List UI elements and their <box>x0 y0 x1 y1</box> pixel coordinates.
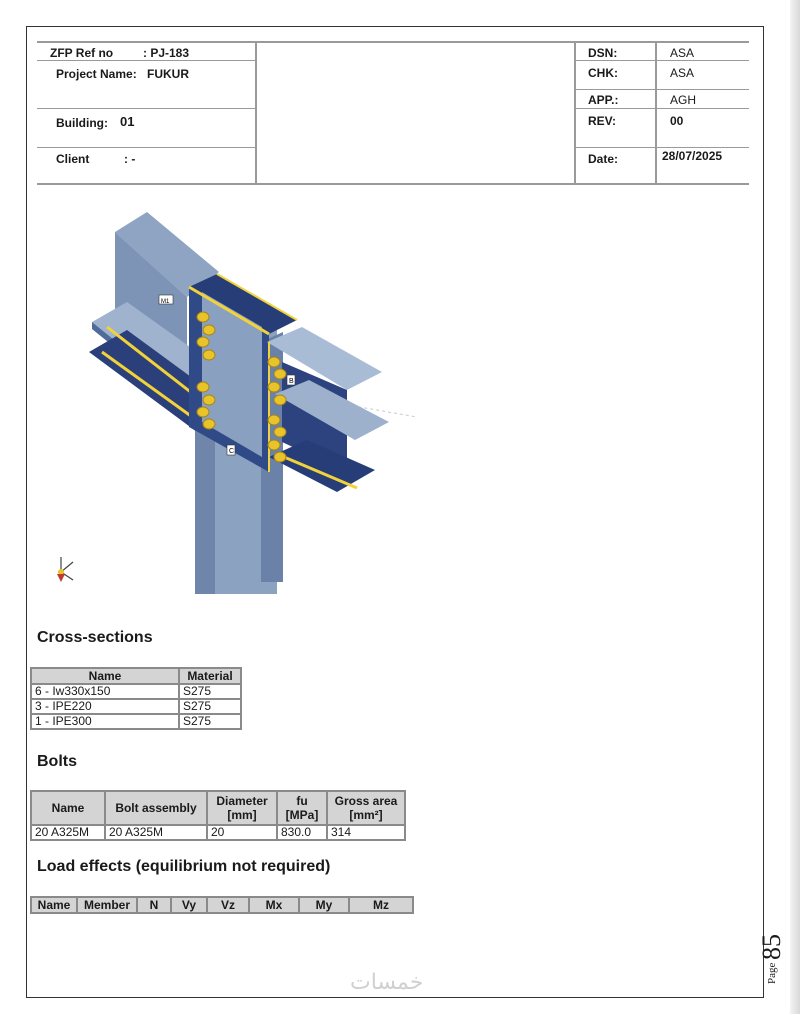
connection-3d-figure <box>37 202 427 594</box>
cell-name: 20 A325M <box>31 825 105 840</box>
bolt <box>274 395 286 405</box>
client-value: : - <box>124 152 136 166</box>
cell-fu: 830.0 <box>277 825 327 840</box>
header-bottom-rule <box>37 183 749 185</box>
cell-material: S275 <box>179 714 241 729</box>
bolt <box>197 337 209 347</box>
col-diameter-unit: [mm] <box>227 808 257 822</box>
col-my: My <box>299 897 349 913</box>
bolt <box>274 369 286 379</box>
building-value: 01 <box>120 114 135 129</box>
bolt <box>197 382 209 392</box>
col-diameter <box>207 791 277 825</box>
table-row <box>31 699 241 714</box>
client-label: Client <box>56 152 90 166</box>
col-gross-area-unit: [mm²] <box>349 808 383 822</box>
page-number-block <box>755 924 789 984</box>
bolt <box>203 419 215 429</box>
ref-value: : PJ-183 <box>143 46 190 60</box>
bolt <box>268 382 280 392</box>
cell-bolt-assembly: 20 A325M <box>105 825 207 840</box>
col-fu-unit: [MPa] <box>285 808 319 822</box>
col-name: Name <box>31 897 77 913</box>
col-member: Member <box>77 897 137 913</box>
date-label: Date: <box>588 152 619 166</box>
axis-triad-icon <box>57 557 73 582</box>
col-mx: Mx <box>249 897 299 913</box>
watermark: خمسات <box>350 970 424 995</box>
cell-name: 3 - IPE220 <box>31 699 179 714</box>
bolt <box>203 395 215 405</box>
cross-sections-table <box>30 667 242 730</box>
page-number: 85 <box>757 934 786 960</box>
cross-sections-title: Cross-sections <box>37 629 153 646</box>
header-row-rule <box>37 60 255 61</box>
chk-value: ASA <box>670 66 695 80</box>
connection-drawing <box>37 202 427 594</box>
col-material: Material <box>179 668 241 684</box>
ref-label: ZFP Ref no <box>50 46 114 60</box>
dsn-value: ASA <box>670 46 695 60</box>
cell-name: 6 - Iw330x150 <box>31 684 179 699</box>
app-value: AGH <box>670 93 697 107</box>
cell-material: S275 <box>179 684 241 699</box>
col-gross-area-label: Gross area <box>334 794 398 808</box>
rev-label: REV: <box>588 114 617 128</box>
col-fu <box>277 791 327 825</box>
member-label-c: C <box>229 448 235 455</box>
member-label-m1: M1 <box>161 299 170 305</box>
col-fu-label: fu <box>296 794 308 808</box>
bolt <box>197 312 209 322</box>
project-value: FUKUR <box>147 67 189 81</box>
col-diameter-label: Diameter <box>216 794 268 808</box>
bolt <box>268 415 280 425</box>
chk-label: CHK: <box>588 66 618 80</box>
bolts-title: Bolts <box>37 753 77 770</box>
page-label: Page <box>766 962 778 984</box>
col-name-label: Name <box>51 801 85 815</box>
table-row <box>31 684 241 699</box>
table-row <box>31 714 241 729</box>
table-row <box>31 825 405 840</box>
app-label: APP.: <box>588 93 619 107</box>
member-label-b: B <box>289 378 294 385</box>
col-gross-area <box>327 791 405 825</box>
load-effects-title: Load effects (equilibrium not required) <box>37 858 331 875</box>
col-vy: Vy <box>171 897 207 913</box>
rev-value: 00 <box>670 114 684 128</box>
col-name: Name <box>31 668 179 684</box>
load-effects-table <box>30 896 414 914</box>
bolt <box>197 407 209 417</box>
cell-material: S275 <box>179 699 241 714</box>
dsn-label: DSN: <box>588 46 618 60</box>
header-row-rule <box>575 60 749 61</box>
header-row-rule <box>575 147 749 148</box>
header-row-rule <box>575 89 749 90</box>
header-col-rule <box>655 41 657 184</box>
cell-diameter: 20 <box>207 825 277 840</box>
bolt <box>203 325 215 335</box>
bolt <box>274 427 286 437</box>
header-row-rule <box>37 147 255 148</box>
building-label: Building: <box>56 116 108 130</box>
col-bolt-assembly <box>105 791 207 825</box>
header-col-rule <box>574 41 576 184</box>
cell-name: 1 - IPE300 <box>31 714 179 729</box>
header-row-rule <box>37 108 255 109</box>
page-shadow <box>790 0 800 1014</box>
header-top-rule <box>37 41 749 43</box>
header-row-rule <box>575 108 749 109</box>
bolt <box>203 350 215 360</box>
bolt <box>268 357 280 367</box>
bolts-table <box>30 790 406 841</box>
cell-gross-area: 314 <box>327 825 405 840</box>
project-label: Project Name: <box>56 67 137 81</box>
beam-b-bottom-flange <box>269 440 375 492</box>
col-bolt-assembly-label: Bolt assembly <box>115 801 197 815</box>
col-mz: Mz <box>349 897 413 913</box>
col-vz: Vz <box>207 897 249 913</box>
bolt <box>268 440 280 450</box>
col-n: N <box>137 897 171 913</box>
bolt <box>274 452 286 462</box>
col-name <box>31 791 105 825</box>
header-col-rule <box>255 41 257 184</box>
date-value: 28/07/2025 <box>662 149 723 163</box>
